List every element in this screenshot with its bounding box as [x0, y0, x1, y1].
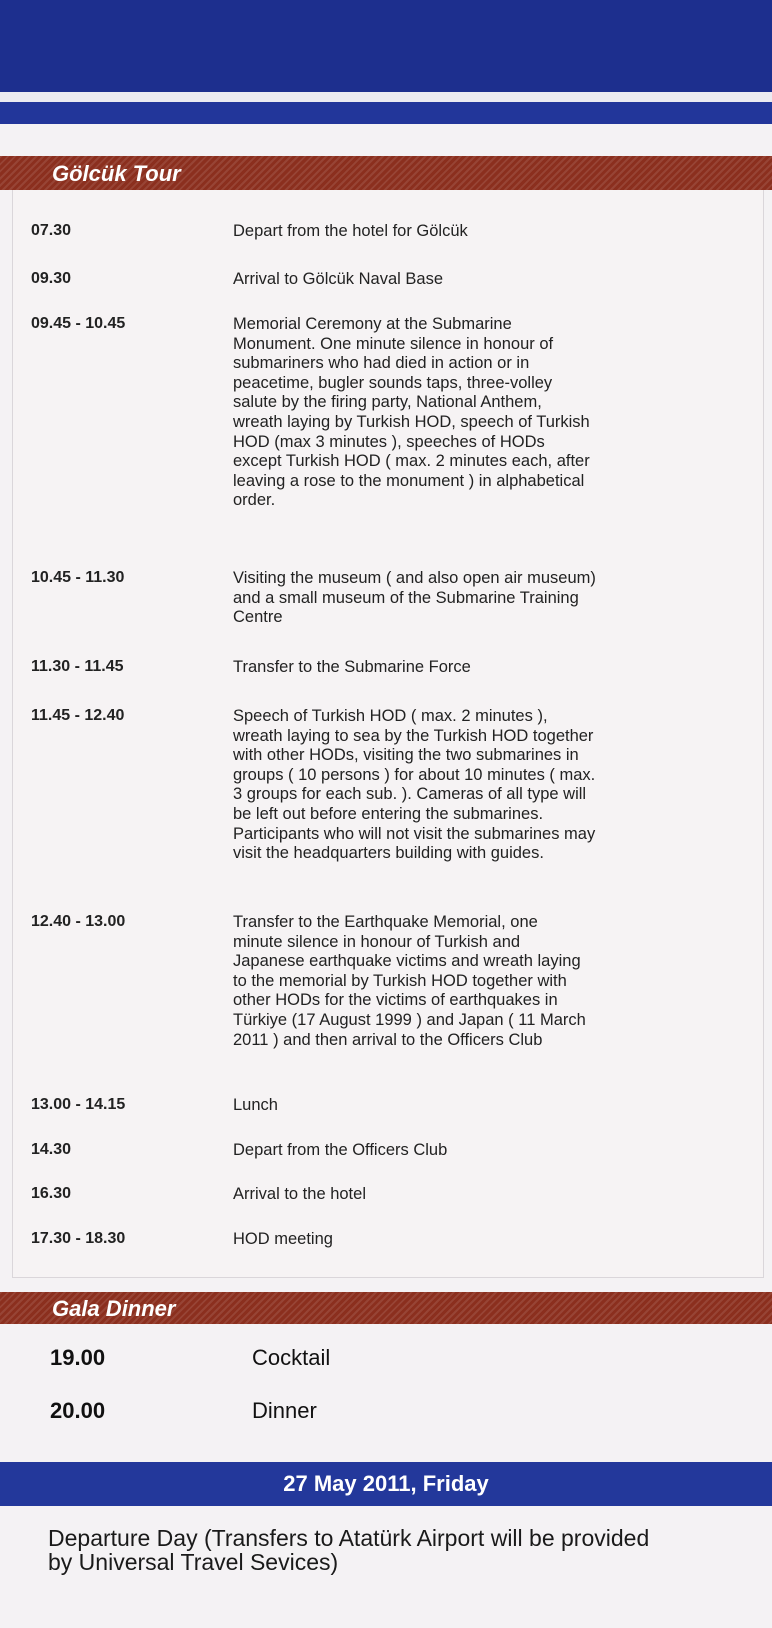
gala-desc: Dinner — [252, 1398, 317, 1423]
schedule-time: 14.30 — [31, 1141, 72, 1158]
schedule-time: 12.40 - 13.00 — [31, 913, 126, 930]
schedule-desc: Speech of Turkish HOD ( max. 2 minutes ), wreath laying to sea by the Turkish HOD together with other HODs, visiting the two submarines in groups ( 10 persons ) for about 10 minutes ( max. 3 groups for each sub. ). Cameras of all type will be left out before entering the submarines. Participants who will not visit the submarines may visit the headquarters building with guides. — [233, 707, 596, 863]
header-gap — [0, 92, 772, 102]
schedule-time: 13.00 - 14.15 — [31, 1096, 126, 1113]
gala-title: Gala Dinner — [52, 1296, 176, 1321]
schedule-desc: Lunch — [233, 1096, 278, 1114]
schedule-desc: Transfer to the Earthquake Memorial, one minute silence in honour of Turkish and Japanese earthquake victims and wreath laying to the memorial by Turkish HOD together with other HODs for the victims of earthquakes in Türkiye (17 August 1999 ) and Japan ( 11 March 2011 ) and then arrival to the Officers Club — [233, 913, 586, 1049]
gala-desc: Cocktail — [252, 1345, 331, 1370]
schedule-time: 11.45 - 12.40 — [31, 707, 125, 724]
gala-time: 20.00 — [50, 1398, 106, 1423]
gala-time: 19.00 — [50, 1345, 106, 1370]
tour-section-header — [0, 156, 772, 190]
schedule-desc: Memorial Ceremony at the Submarine Monument. One minute silence in honour of submariners who had died in action or in peacetime, bugler sounds taps, three-volley salute by the firing party, National Anthem, wreath laying by Turkish HOD, speech of Turkish HOD (max 3 minutes ), speeches of HODs except Turkish HOD ( max. 2 minutes each, after leaving a rose to the monument ) in alphabetical order. — [233, 315, 590, 510]
header-band — [0, 0, 772, 92]
header-stripe — [0, 102, 772, 124]
day-header — [0, 1462, 772, 1506]
schedule-desc: Arrival to the hotel — [233, 1185, 366, 1203]
schedule-desc: Depart from the hotel for Gölcük — [233, 222, 468, 240]
schedule-desc: Depart from the Officers Club — [233, 1141, 448, 1159]
schedule-time: 07.30 — [31, 222, 72, 239]
schedule-desc: Arrival to Gölcük Naval Base — [233, 270, 443, 288]
schedule-time: 09.30 — [31, 270, 72, 287]
schedule-desc: HOD meeting — [233, 1230, 333, 1248]
schedule-time: 16.30 — [31, 1185, 72, 1202]
schedule-time: 11.30 - 11.45 — [31, 658, 124, 675]
day-title: 27 May 2011, Friday — [283, 1471, 489, 1496]
schedule-desc: Visiting the museum ( and also open air museum) and a small museum of the Submarine Training Centre — [233, 569, 596, 627]
tour-schedule — [12, 190, 764, 1278]
schedule-time: 17.30 - 18.30 — [31, 1230, 126, 1247]
tour-title: Gölcük Tour — [52, 161, 181, 186]
departure-text: Departure Day (Transfers to Atatürk Airport will be provided by Universal Travel Sevices) — [48, 1525, 650, 1575]
gala-section-header — [0, 1292, 772, 1324]
schedule-desc: Transfer to the Submarine Force — [233, 658, 471, 676]
schedule-time: 10.45 - 11.30 — [31, 569, 125, 586]
schedule-time: 09.45 - 10.45 — [31, 315, 126, 332]
